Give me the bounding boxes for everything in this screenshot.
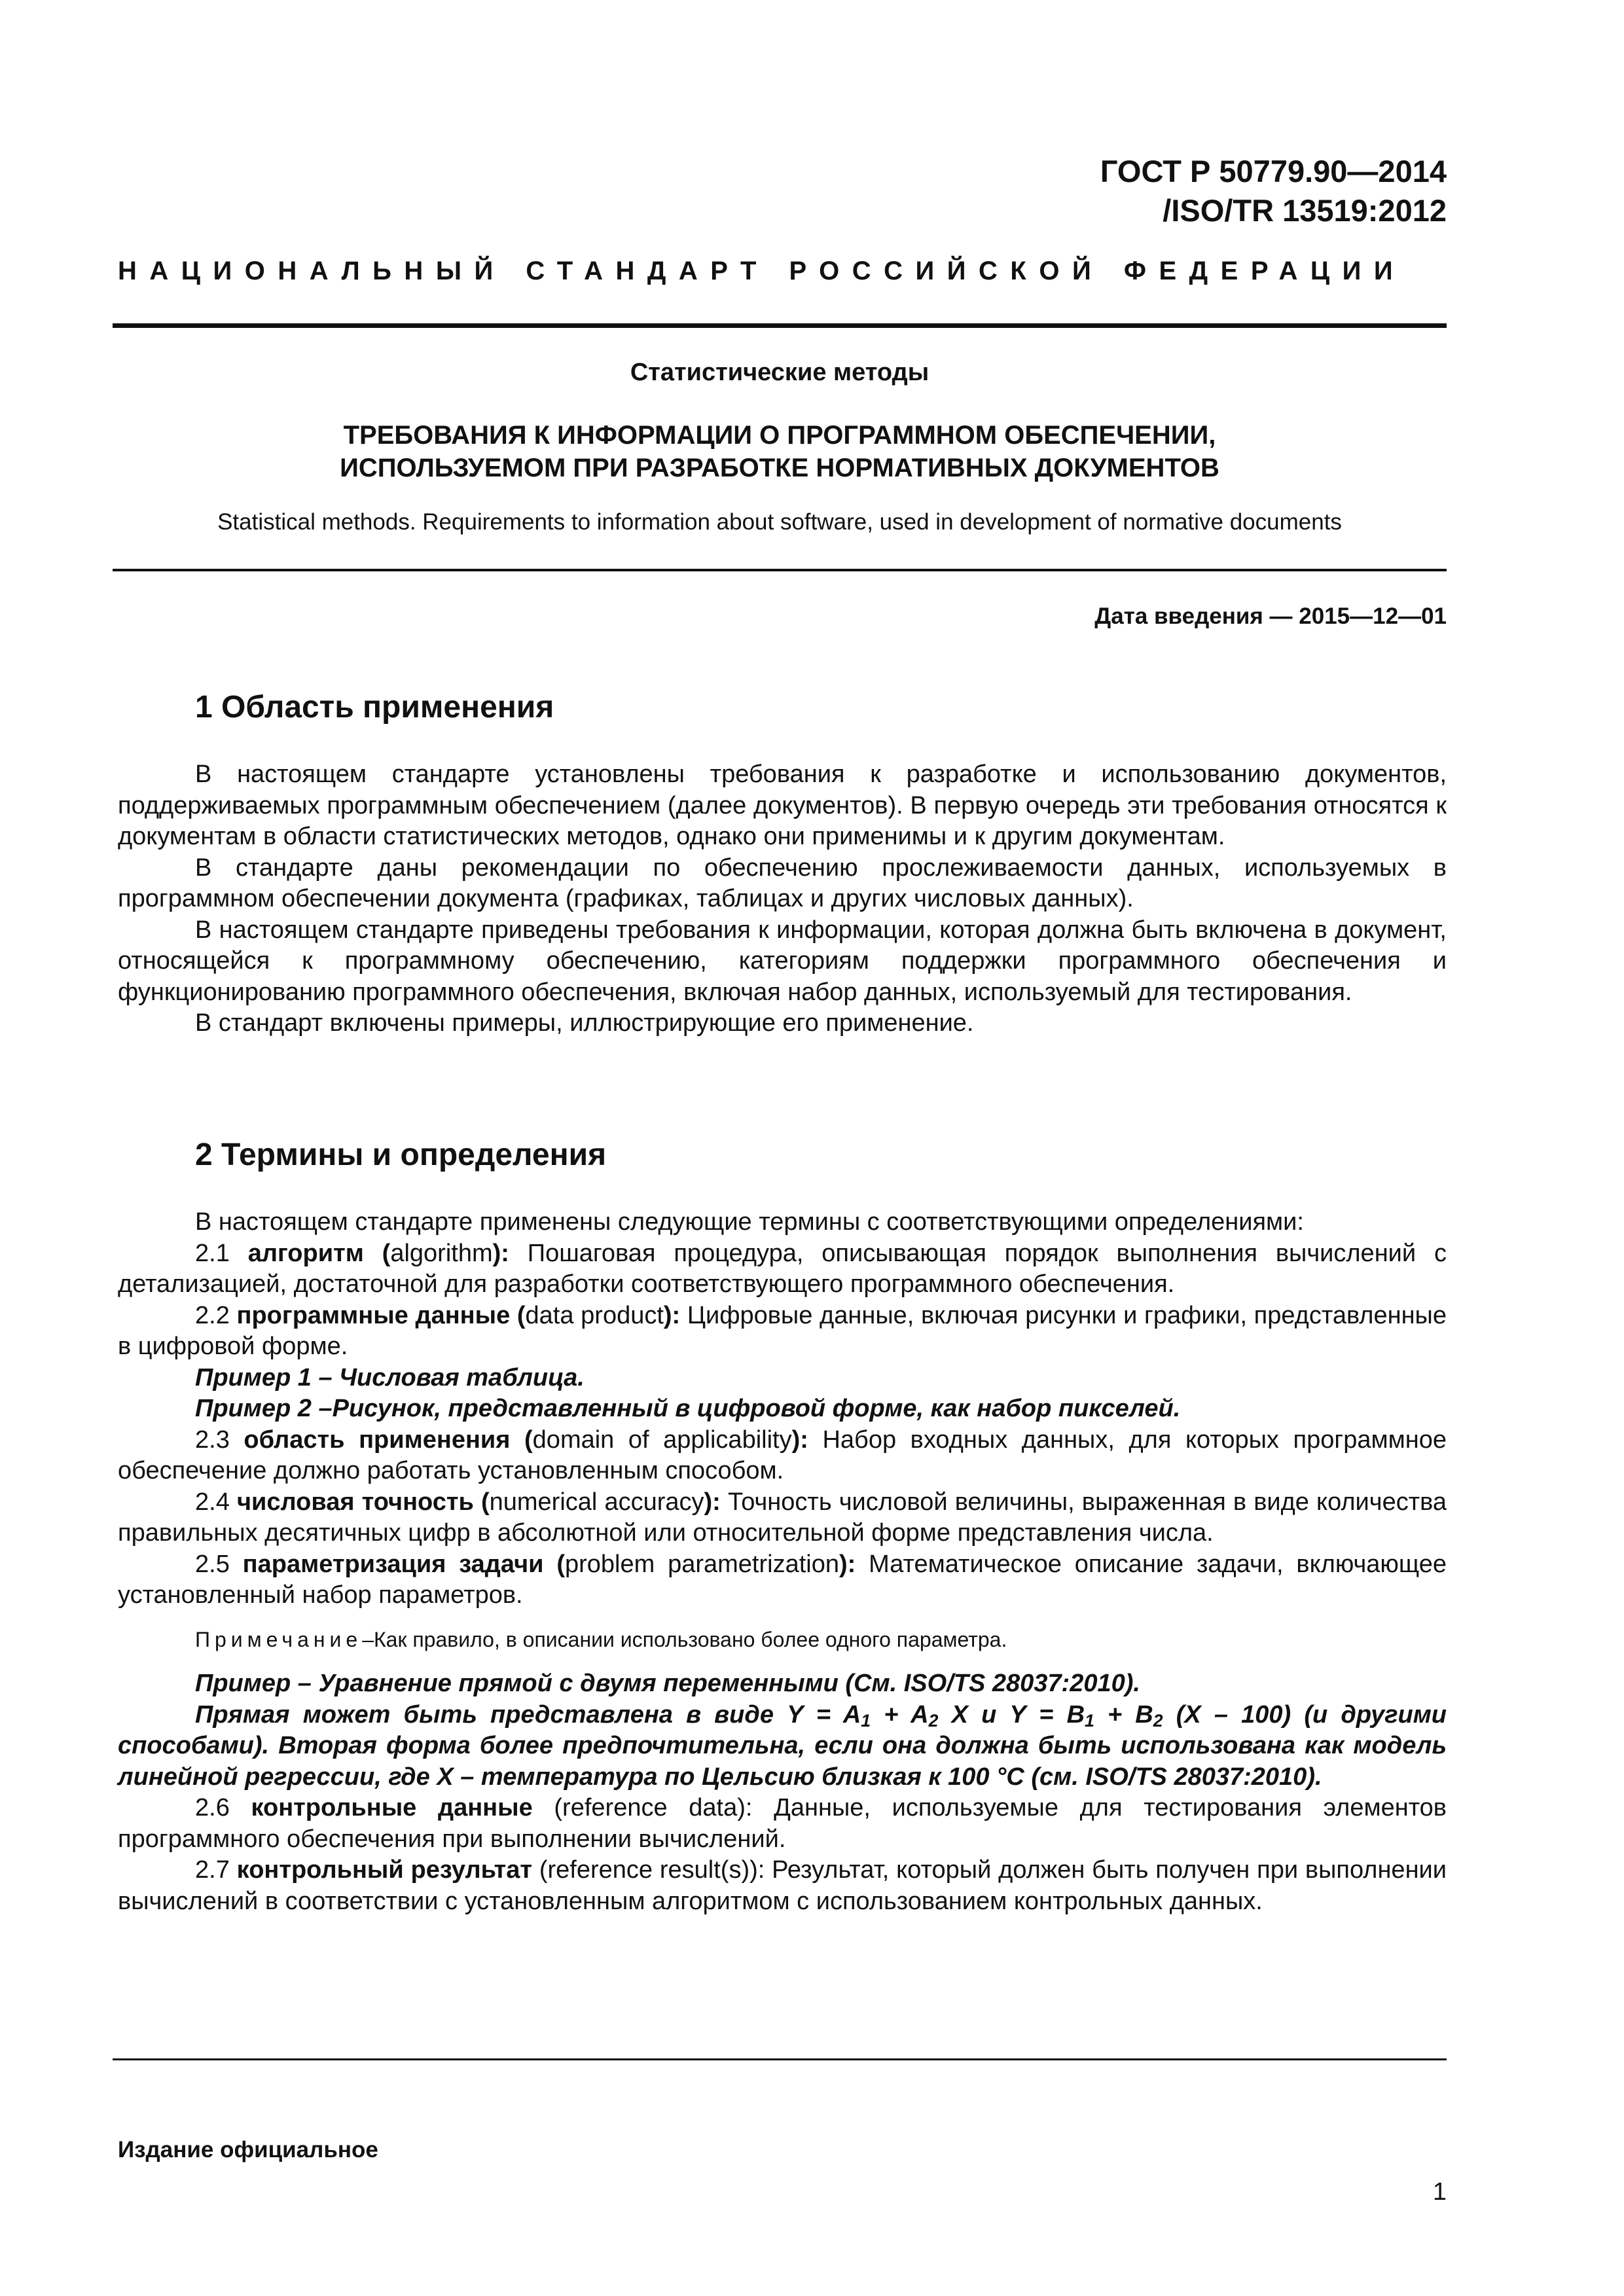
official-edition-label: Издание официальное <box>118 2137 378 2162</box>
title-bottom-rule <box>113 569 1447 571</box>
term-english: problem parametrization <box>564 1550 839 1578</box>
section1-body <box>118 759 1447 1039</box>
term-number: 2.7 <box>195 1856 230 1884</box>
term-2-1 <box>118 1238 1447 1300</box>
document-title-line1: ТРЕБОВАНИЯ К ИНФОРМАЦИИ О ПРОГРАММНОМ ОБЕСПЕЧЕНИИ, <box>343 421 1216 450</box>
term-number: 2.6 <box>195 1794 230 1821</box>
term-2-5 <box>118 1549 1447 1611</box>
document-subtitle: Статистические методы <box>630 359 929 386</box>
section1-heading: 1 Область применения <box>195 690 554 725</box>
term-name: параметризация задачи ( <box>242 1550 565 1578</box>
note-text: –Как правило, в описании использовано более одного параметра. <box>362 1627 1007 1651</box>
term-close: ): <box>839 1550 856 1578</box>
term-name: контрольный результат <box>236 1856 532 1884</box>
term-name: числовая точность ( <box>236 1488 490 1516</box>
term-english: data product <box>525 1301 664 1329</box>
example-2: Пример 2 –Рисунок, представленный в цифровой форме, как набор пикселей. <box>195 1395 1181 1422</box>
standard-number-iso: /ISO/TR 13519:2012 <box>1163 193 1447 228</box>
introduction-date: Дата введения — 2015—12—01 <box>1094 603 1447 629</box>
section2-body <box>118 1207 1447 1917</box>
term-definition: Точность числовой величины, выраженная в виде количества правильных десятичных цифр в абсолютной или относительной форме представления числа. <box>118 1488 1447 1547</box>
footer-rule <box>113 2058 1447 2060</box>
example-3: Пример – Уравнение прямой с двумя переменными (См. ISO/TS 28037:2010). <box>195 1670 1140 1697</box>
note <box>118 1624 1447 1656</box>
note-label: Примечание <box>195 1627 363 1651</box>
section2-intro: В настоящем стандарте применены следующие термины с соответствующими определениями: <box>195 1208 1304 1236</box>
top-thick-rule <box>113 323 1447 328</box>
term-name: контрольные данные <box>251 1794 533 1821</box>
national-standard-title: НАЦИОНАЛЬНЫЙ СТАНДАРТ РОССИЙСКОЙ ФЕДЕРАЦИИ <box>118 257 1406 285</box>
term-english: (reference result(s)): <box>532 1856 765 1884</box>
example-4: Прямая может быть представлена в виде $Y = A_1 + A_2$ X и $Y = B_1 + B_2$ (X – 100) (и другими способами). Вторая форма более предпочтительна, если она должна быть использована как модель линейной регрессии, где X – температура по Цельсию близкая к 100 °C (см. ISO/TS 28037:2010). <box>118 1700 1447 1791</box>
term-definition: Результат, который должен быть получен при выполнении вычислений в соответствии с установленным алгоритмом с использованием контрольных данных. <box>118 1856 1447 1915</box>
term-number: 2.1 <box>195 1239 230 1267</box>
term-english: (reference data): <box>532 1794 753 1821</box>
term-name: область применения ( <box>244 1426 533 1454</box>
term-name: алгоритм ( <box>247 1239 391 1267</box>
term-definition: Набор входных данных, для которых программное обеспечение должно работать установленным способом. <box>118 1426 1447 1484</box>
document-title <box>113 419 1447 484</box>
term-2-3 <box>118 1425 1447 1487</box>
term-close: ): <box>704 1488 721 1516</box>
standard-number-gost: ГОСТ Р 50779.90—2014 <box>1100 154 1447 188</box>
term-close: ): <box>663 1301 681 1329</box>
term-number: 2.3 <box>195 1426 230 1454</box>
example-1: Пример 1 – Числовая таблица. <box>195 1363 585 1391</box>
term-english: domain of applicability <box>532 1426 792 1454</box>
term-definition: Математическое описание задачи, включающее установленный набор параметров. <box>118 1550 1447 1609</box>
document-title-line2: ИСПОЛЬЗУЕМОМ ПРИ РАЗРАБОТКЕ НОРМАТИВНЫХ ДОКУМЕНТОВ <box>340 454 1219 482</box>
term-definition: Данные, используемые для тестирования элементов программного обеспечения при выполнении вычислений. <box>118 1794 1447 1853</box>
english-title: Statistical methods. Requirements to information about software, used in development of normative documents <box>217 509 1342 535</box>
section1-paragraph: В настоящем стандарте приведены требования к информации, которая должна быть включена в документ, относящейся к программному обеспечению, категориям поддержки программного обеспечения и функционированию программного обеспечения, включая набор данных, используемый для тестирования. <box>118 916 1447 1006</box>
term-2-4 <box>118 1487 1447 1549</box>
term-number: 2.2 <box>195 1301 230 1329</box>
section2-heading: 2 Термины и определения <box>195 1138 607 1172</box>
term-name: программные данные ( <box>236 1301 526 1329</box>
term-close: ): <box>791 1426 808 1454</box>
section1-paragraph: В стандарт включены примеры, иллюстрирующие его применение. <box>195 1009 974 1037</box>
term-2-2 <box>118 1300 1447 1363</box>
term-english: numerical accuracy <box>489 1488 704 1516</box>
term-2-7 <box>118 1855 1447 1917</box>
term-number: 2.5 <box>195 1550 230 1578</box>
section1-paragraph: В стандарте даны рекомендации по обеспечению прослеживаемости данных, используемых в программном обеспечении документа (графиках, таблицах и других числовых данных). <box>118 853 1447 912</box>
page-number: 1 <box>1432 2178 1447 2206</box>
term-close: ): <box>492 1239 509 1267</box>
term-english: algorithm <box>390 1239 493 1267</box>
term-2-6 <box>118 1793 1447 1855</box>
term-number: 2.4 <box>195 1488 230 1516</box>
term-definition: Пошаговая процедура, описывающая порядок выполнения вычислений с детализацией, достаточной для разработки соответствующего программного обеспечения. <box>118 1239 1447 1298</box>
term-definition: Цифровые данные, включая рисунки и графики, представленные в цифровой форме. <box>118 1301 1447 1360</box>
standard-number <box>1100 152 1447 230</box>
section1-paragraph: В настоящем стандарте установлены требования к разработке и использованию документов, поддерживаемых программным обеспечением (далее документов). В первую очередь эти требования относятся к документам в области статистических методов, однако они применимы и к другим документам. <box>118 761 1447 850</box>
